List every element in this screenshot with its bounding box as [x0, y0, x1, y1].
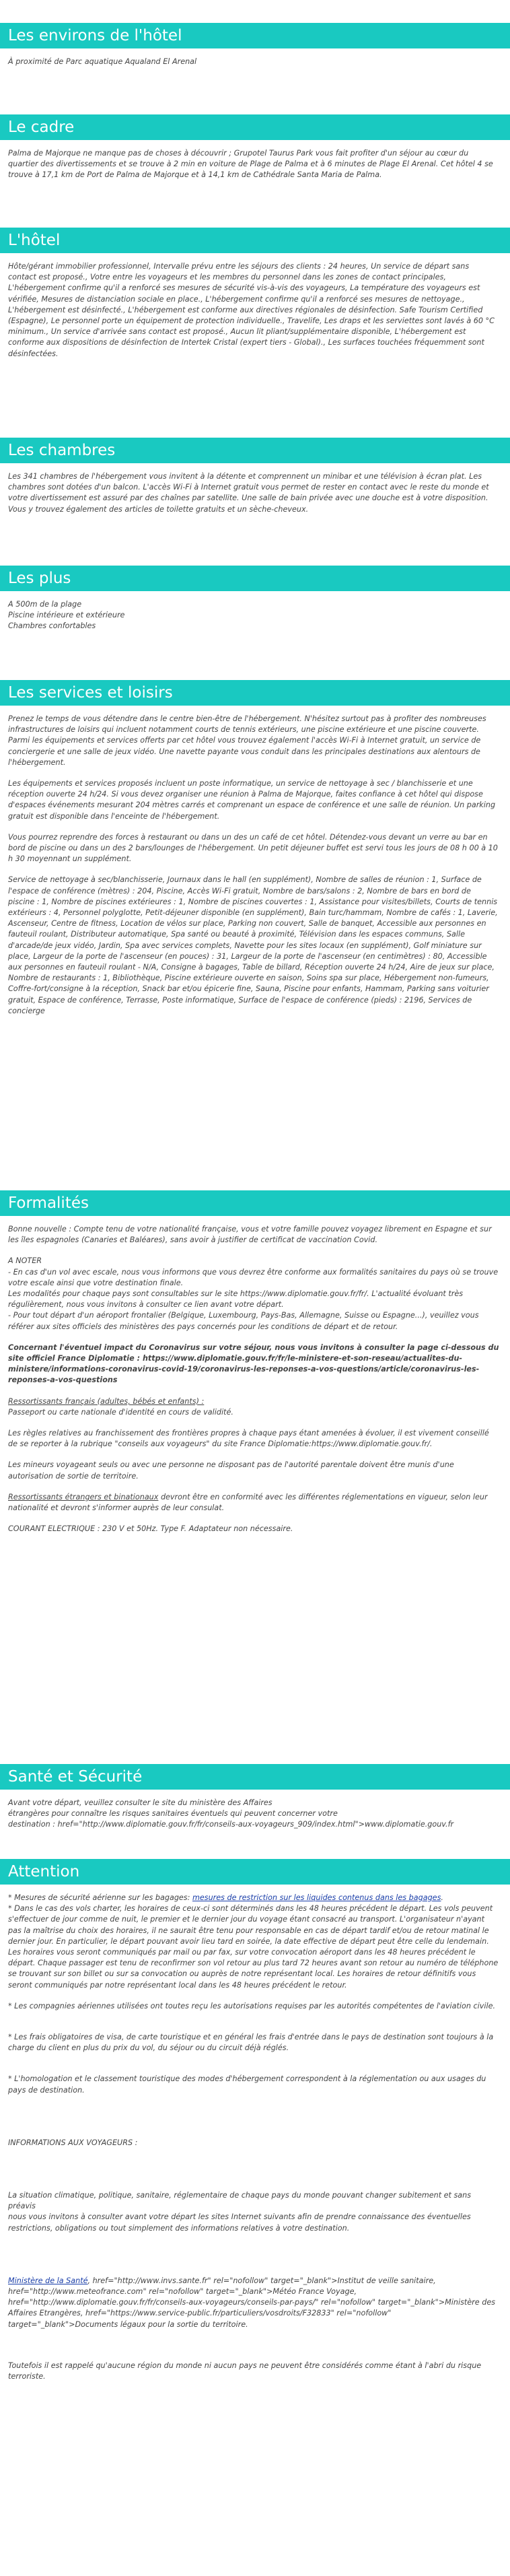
- frais-text: * Les frais obligatoires de visa, de carte touristique et en général les frais d'entrée dans le pays de destination sont toujours à la charge du client en plus du prix du vol, du séjour ou du circuit déjà réglés.: [8, 2033, 494, 2053]
- services-p1: Prenez le temps de vous détendre dans le centre bien-être de l'hébergement. N'hésitez surtout pas à profiter des nombreuses infrastructures de loisirs qui incluent notamment courts de tennis extérieurs, une piscine extérieure et une piscine couverte. Parmi les équipements et services offerts par cet hôtel vous trouvez également l'accès Wi-Fi à Internet gratuit, un service de conciergerie et une salle de jeux vidéo. Une navette payante vous conduit dans les principales destinations aux alentours de l'hébergement.: [8, 714, 486, 767]
- section-title: L'hôtel: [0, 228, 510, 253]
- ressortissants-fr-head: Ressortissants français (adultes, bébés et enfants) :: [8, 1396, 205, 1406]
- mineurs-text: Les mineurs voyageant seuls ou avec une personne ne disposant pas de l'autorité parentale doivent être munis d'une autorisation de sortie de territoire.: [8, 1460, 454, 1481]
- services-p3: Vous pourrez reprendre des forces à restaurant ou dans un des un café de cet hôtel. Détendez-vous devant un verre au bar en bord de piscine ou dans un des 2 bars/lounges de l'hébergement. Un petit déjeuner buffet est servi tous les jours de 08 h 00 à 10 h 30 moyennant un supplément.: [8, 832, 498, 864]
- liquids-restriction-link[interactable]: mesures de restriction sur les liquides contenus dans les bagages: [192, 1893, 441, 1902]
- plus-item: Piscine intérieure et extérieure: [8, 611, 125, 620]
- a-noter-head: A NOTER: [8, 1256, 42, 1266]
- sante-line: destination : href="http://www.diplomatie.gouv.fr/fr/conseils-aux-voyageurs_909/index.html">www.diplomatie.gouv.fr: [8, 1820, 454, 1829]
- charters-text: * Dans le cas des vols charter, les horaires de ceux-ci sont déterminés dans les 48 heures précédent le départ. Les vols peuvent s'effectuer de jour comme de nuit, le premier et le dernier jour du voyage étant consacré au transport. L'organisateur n'ayant pas la maîtrise du choix des horaires, il ne saurait être tenu pour responsable en cas de départ tardif et/ou de retour matinal le dernier jour. En particulier, le départ pouvant avoir lieu tard en soirée, la date effective de départ peut être celle du lendemain. Les horaires vous seront communiqués par mail ou par fax, sur votre convocation aéroport dans les 48 heures précédent le départ. Chaque passager est tenu de reconfirmer son vol retour au plus tard 72 heures avant son retour au numéro de téléphone se trouvant sur son billet ou sur sa convocation ou auprès de notre représentant local. Les horaires de retour définitifs vous seront communiqués par notre représentant local dans les 48 heures précédent le retour.: [8, 1904, 499, 1990]
- section-hotel: [0, 228, 510, 360]
- section-title: Attention: [0, 1859, 510, 1885]
- formalites-p1: Bonne nouvelle : Compte tenu de votre nationalité française, vous et votre famille pouvez voyagez librement en Espagne et sur les îles espagnoles (Canaries et Baléares), sans avoir à justifier de certificat de vaccination Covid.: [8, 1225, 492, 1245]
- a-noter-line: Les modalités pour chaque pays sont consultables sur le site https://www.diplomatie.gouv.fr/fr/. L'actualité évoluant très régulièrement, nous vous invitons à consulter ce lien avant votre départ.: [8, 1289, 464, 1310]
- plus-item: A 500m de la plage: [8, 600, 82, 609]
- ministere-sante-link[interactable]: Ministère de la Santé: [8, 2276, 88, 2285]
- cadre-text: Palma de Majorque ne manque pas de choses à découvrir ; Grupotel Taurus Park vous fait profiter d'un séjour au cœur du quartier des divertissements et se trouve à 2 min en voiture de Plage de Palma et à 6 minutes de Plage El Arenal. Cet hôtel 4 se trouve à 17,1 km de Port de Palma de Majorque et à 14,1 km de Cathédrale Santa Maria de Palma.: [8, 149, 493, 180]
- situation-line: La situation climatique, politique, sanitaire, réglementaire de chaque pays du monde pouvant changer subitement et sans préavis: [8, 2191, 472, 2211]
- etrangers-text: devront être en conformité avec les différentes réglementations en vigueur, selon leur nationalité et devront s'informer auprès de leur consulat.: [8, 1492, 488, 1513]
- bagages-suffix: .: [441, 1893, 443, 1902]
- services-p4: Service de nettoyage à sec/blanchisserie, Journaux dans le hall (en supplément), Nombre de salles de réunion : 1, Surface de l'espace de conférence (mètres) : 204, Piscine, Accès Wi-Fi gratuit, Nombre de bars/salons : 2, Nombre de bars en bord de piscine : 1, Nombre de piscines extérieures : 1, Nombre de piscines couvertes : 1, Assistance pour visites/billets, Courts de tennis extérieurs : 4, Personnel polyglotte, Petit-déjeuner disponible (en supplément), Bain turc/hammam, Nombre de cafés : 1, Laverie, Ascenseur, Centre de fitness, Location de vélos sur place, Parking non couvert, Salle de banquet, Accessible aux personnes en fauteuil roulant, Distributeur automatique, Spa santé ou beauté à proximité, Télévision dans les espaces communs, Salle d'arcade/de jeux vidéo, Jardin, Spa avec services complets, Navette pour les sites locaux (en supplément), Golf miniature sur place, Largeur de la porte de l'ascenseur (en pouces) : 31, Largeur de la porte de l'ascenseur (en centimètres) : 80, Accessible aux personnes en fauteuil roulant - N/A, Consigne à bagages, Table de billard, Réception ouverte 24 h/24, Aire de jeux sur place, Nombre de restaurants : 1, Bibliothèque, Piscine extérieure ouverte en saison, Soins spa sur place, Hébergement non-fumeurs, Coffre-fort/consigne à la réception, Snack bar et/ou épicerie fine, Sauna, Piscine pour enfants, Hammam, Parking sans voiturier gratuit, Espace de conférence, Terrasse, Poste informatique, Surface de l'espace de conférence (pieds) : 2196, Services de concierge: [8, 875, 498, 1015]
- courant-text: COURANT ELECTRIQUE : 230 V et 50Hz. Type F. Adaptateur non nécessaire.: [8, 1524, 293, 1534]
- services-p2: Les équipements et services proposés incluent un poste informatique, un service de nettoyage à sec / blanchisserie et une réception ouverte 24 h/24. Si vous devez organiser une réunion à Palma de Majorque, faites confiance à cet hôtel qui dispose d'espaces événements mesurant 204 mètres carrés et comprenant un espace de conférence et une salle de réunion. Un parking gratuit est disponible dans l'enceinte de l'hébergement.: [8, 779, 496, 821]
- section-title: Les environs de l'hôtel: [0, 23, 510, 48]
- ressortissants-fr-text: Passeport ou carte nationale d'identité en cours de validité.: [8, 1407, 233, 1417]
- homologation-text: * L'homologation et le classement touristique des modes d'hébergement correspondent à la réglementation ou aux usages du pays de destination.: [8, 2074, 486, 2095]
- section-chambres: [0, 438, 510, 515]
- section-attention: [0, 1859, 510, 2382]
- section-environs: [0, 23, 510, 67]
- section-plus: [0, 566, 510, 632]
- environs-text: À proximité de Parc aquatique Aqualand El Arenal: [8, 57, 197, 66]
- chambres-text: Les 341 chambres de l'hébergement vous invitent à la détente et comprennent un minibar et une télévision à écran plat. Les chambres sont dotées d'un balcon. L'accès Wi-Fi à Internet gratuit vous permet de rester en contact avec le reste du monde et votre divertissement est assuré par des chaînes par satellite. Une salle de bain privée avec une douche est à votre disposition. Vous y trouvez également des articles de toilette gratuits et un sèche-cheveux.: [8, 472, 489, 514]
- compagnies-text: * Les compagnies aériennes utilisées ont toutes reçu les autorisations requises par les autorités compétentes de l'aviation civile.: [8, 2001, 496, 2010]
- section-title: Le cadre: [0, 114, 510, 140]
- toutefois-text: Toutefois il est rappelé qu'aucune région du monde ni aucun pays ne peuvent être considérés comme étant à l'abri du risque terroriste.: [8, 2361, 482, 2381]
- plus-item: Chambres confortables: [8, 621, 96, 631]
- regles-text: Les règles relatives au franchissement des frontières propres à chaque pays étant amenées à évoluer, il est vivement conseillé de se reporter à la rubrique "conseils aux voyageurs" du site France Diplomatie:https://www.diplomatie.gouv.fr/.: [8, 1429, 489, 1449]
- situation-line: nous vous invitons à consulter avant votre départ les sites Internet suivants afin de prendre connaissance des éventuelles restrictions, obligations ou tout simplement des informations relatives à votre destination.: [8, 2212, 471, 2233]
- section-title: Les plus: [0, 566, 510, 591]
- section-title: Formalités: [0, 1190, 510, 1216]
- ministere-text: , href="http://www.invs.sante.fr" rel="nofollow" target="_blank">Institut de veille sanitaire, href="http://www.meteofrance.com" rel="nofollow" target="_blank">Météo France Voyage, href="http://www.diplomatie.gouv.fr/fr/conseils-aux-voyageurs/conseils-par-pays/" rel="nofollow" target="_blank">Ministère des Affaires Etrangères, href="https://www.service-public.fr/particuliers/vosdroits/F32833" rel="nofollow" target="_blank">Documents légaux pour la sortie du territoire.: [8, 2276, 496, 2329]
- section-cadre: [0, 114, 510, 181]
- section-title: Les chambres: [0, 438, 510, 463]
- section-title: Les services et loisirs: [0, 680, 510, 706]
- infos-voyageurs-head: INFORMATIONS AUX VOYAGEURS :: [8, 2138, 138, 2147]
- covid-notice: Concernant l'éventuel impact du Coronavirus sur votre séjour, nous vous invitons à consulter la page ci-dessous du site officiel France Diplomatie : https://www.diplomatie.gouv.fr/fr/le-ministere-et-son-reseau/actualites-du-ministere/informations-coronavirus-covid-19/coronavirus-les-reponses-a-vos-questions/article/coronavirus-les-reponses-a-vos-questions: [8, 1343, 499, 1385]
- hotel-text: Hôte/gérant immobilier professionnel, Intervalle prévu entre les séjours des clients : 24 heures, Un service de départ sans contact est proposé., Votre entre les voyageurs et les membres du personnel dans les zones de contact principales, L'hébergement confirme qu'il a renforcé ses mesures de sécurité vis-à-vis des voyageurs, La température des voyageurs est vérifiée, Mesures de distanciation sociale en place., L'hébergement confirme qu'il a renforcé ses mesures de nettoyage., L'hébergement est désinfecté., L'hébergement est conforme aux directives régionales de désinfection. Safe Tourism Certified (Espagne), Le personnel porte un équipement de protection individuelle., Travelife, Les draps et les serviettes sont lavés à 60 °C minimum., Un service d'arrivée sans contact est proposé., Aucun lit pliant/supplémentaire disponible, L'hébergement est conforme aux dispositions de désinfection de Intertek Cristal (expert tiers - Global)., Les surfaces touchées fréquemment sont désinfectées.: [8, 262, 495, 358]
- sante-line: Avant votre départ, veuillez consulter le site du ministère des Affaires: [8, 1798, 272, 1807]
- section-formalites: [0, 1190, 510, 1534]
- etrangers-head: Ressortissants étrangers et binationaux: [8, 1492, 159, 1501]
- a-noter-line: - En cas d'un vol avec escale, nous vous informons que vous devrez être conforme aux formalités sanitaires du pays où se trouve votre escale ainsi que votre destination finale.: [8, 1267, 499, 1287]
- section-title: Santé et Sécurité: [0, 1764, 510, 1790]
- section-sante: [0, 1764, 510, 1831]
- bagages-prefix: * Mesures de sécurité aérienne sur les bagages:: [8, 1893, 192, 1902]
- sante-line: étrangères pour connaître les risques sanitaires éventuels qui peuvent concerner votre: [8, 1809, 338, 1819]
- a-noter-line: - Pour tout départ d'un aéroport frontalier (Belgique, Luxembourg, Pays-Bas, Allemagne, Suisse ou Espagne...), veuillez vous référer aux sites officiels des ministères des pays concernés pour les conditions de départ et de retour.: [8, 1311, 479, 1331]
- section-services: [0, 680, 510, 1017]
